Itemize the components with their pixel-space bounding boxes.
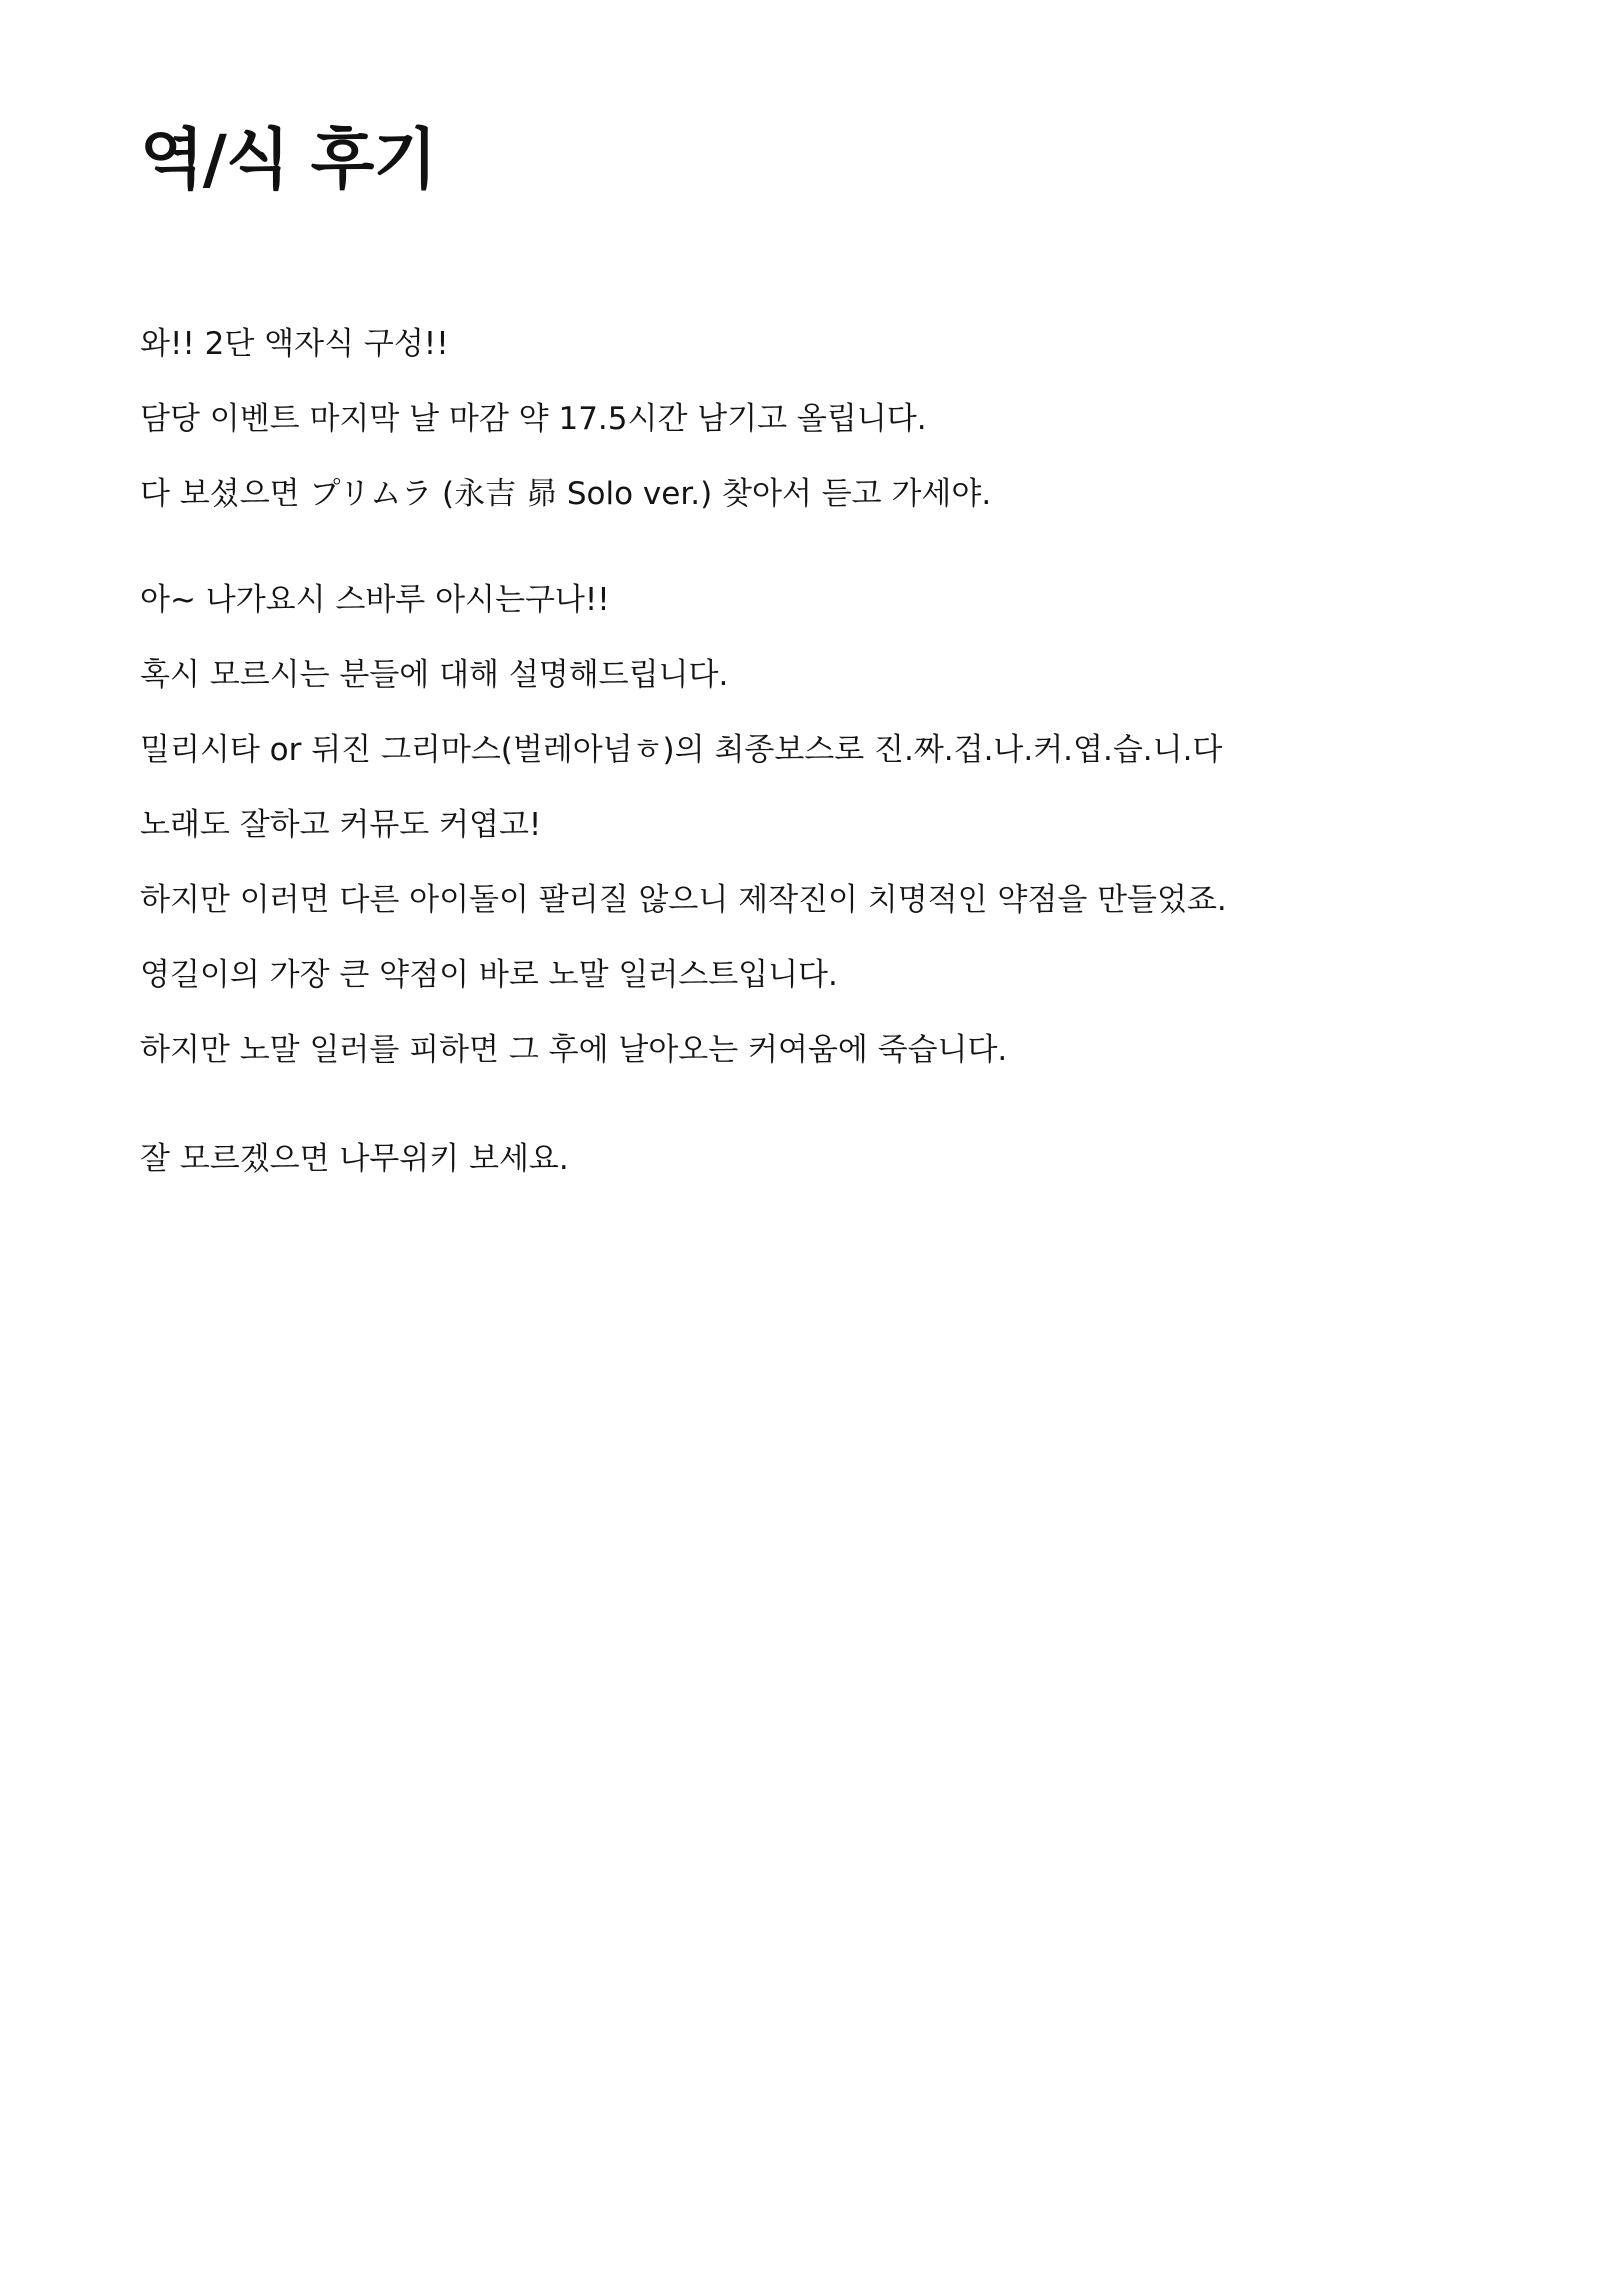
paragraph: 담당 이벤트 마지막 날 마감 약 17.5시간 남기고 올립니다. bbox=[140, 401, 927, 438]
paragraph: 밀리시타 or 뒤진 그리마스(벌레아넘ㅎ)의 최종보스로 진.짜.겁.나.커.엽.습.니.다 bbox=[140, 732, 1223, 769]
page-title: 역/식 후기 bbox=[140, 121, 437, 198]
intro-block bbox=[140, 326, 1460, 513]
paragraph: 노래도 잘하고 커뮤도 커엽고! bbox=[140, 807, 542, 844]
paragraph: 영길이의 가장 큰 약점이 바로 노말 일러스트입니다. bbox=[140, 957, 838, 994]
paragraph: 잘 모르겠으면 나무위키 보세요. bbox=[140, 1141, 569, 1178]
closing-block bbox=[140, 1141, 1460, 1178]
paragraph: 혹시 모르시는 분들에 대해 설명해드립니다. bbox=[140, 657, 729, 694]
explanation-block bbox=[140, 582, 1460, 1069]
paragraph: 다 보셨으면 プリムラ (永吉 昴 Solo ver.) 찾아서 듣고 가세야. bbox=[140, 476, 992, 513]
paragraph: 와!! 2단 액자식 구성!! bbox=[140, 326, 449, 363]
paragraph: 아~ 나가요시 스바루 아시는구나!! bbox=[140, 582, 610, 619]
paragraph: 하지만 노말 일러를 피하면 그 후에 날아오는 커여움에 죽습니다. bbox=[140, 1032, 1008, 1069]
document-body bbox=[140, 326, 1460, 1178]
paragraph: 하지만 이러면 다른 아이돌이 팔리질 않으니 제작진이 치명적인 약점을 만들었죠. bbox=[140, 882, 1227, 919]
